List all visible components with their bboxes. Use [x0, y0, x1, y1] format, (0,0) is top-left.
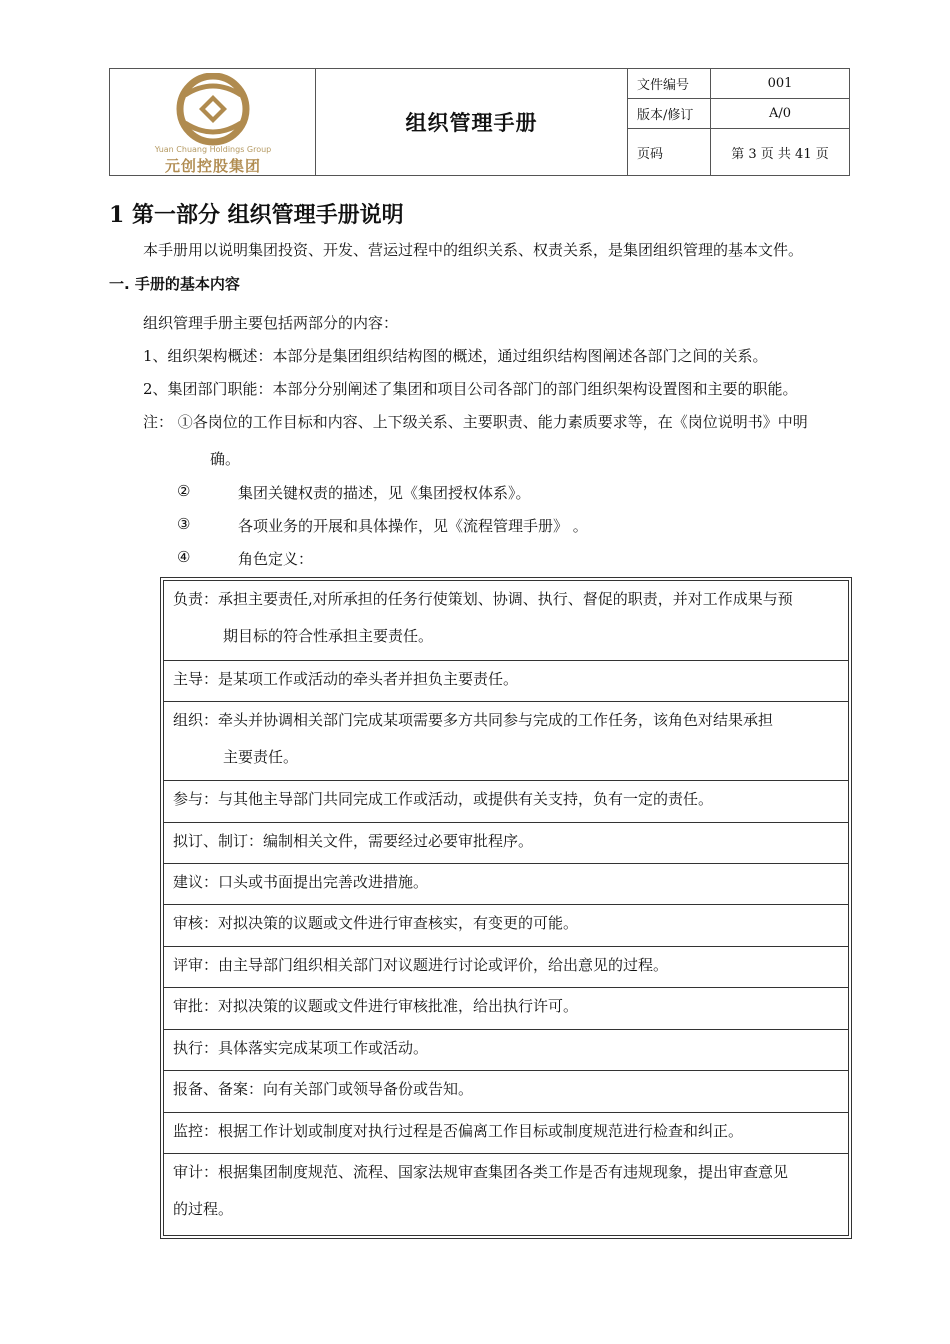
document-meta	[628, 69, 849, 175]
role-line: 执行：具体落实完成某项工作或活动。	[173, 1039, 429, 1057]
role-line: 组织：牵头并协调相关部门完成某项需要多方共同参与完成的工作任务，该角色对结果承担	[173, 711, 774, 729]
role-line: 评审：由主导部门组织相关部门对议题进行讨论或评价，给出意见的过程。	[173, 956, 669, 974]
note-marker: ②	[177, 482, 191, 500]
logo-cell	[110, 69, 316, 175]
note-text: 各项业务的开展和具体操作，见《流程管理手册》 。	[238, 517, 588, 535]
role-row	[164, 781, 848, 823]
role-definitions-table	[160, 577, 852, 1239]
note-text: 角色定义：	[238, 550, 314, 568]
role-line-continued: 的过程。	[173, 1200, 234, 1218]
meta-key: 版本/修订	[628, 99, 711, 128]
subheading: 一. 手册的基本内容	[109, 275, 240, 293]
note-text: 集团关键权责的描述，见《集团授权体系》。	[238, 484, 531, 502]
meta-value: A/0	[768, 106, 792, 121]
meta-key: 文件编号	[628, 69, 711, 98]
role-line-continued: 期目标的符合性承担主要责任。	[223, 627, 434, 645]
logo-english-text: Yuan Chuang Holdings Group	[154, 145, 272, 154]
section-heading: 1 第一部分 组织管理手册说明	[109, 202, 404, 228]
role-line-continued: 主要责任。	[223, 748, 299, 766]
role-row	[164, 1071, 848, 1113]
role-line: 审核：对拟决策的议题或文件进行审查核实，有变更的可能。	[173, 914, 579, 932]
document-header	[109, 68, 850, 176]
role-definitions-inner	[163, 580, 849, 1236]
company-logo-icon	[155, 73, 271, 147]
note-line: 确。	[210, 450, 241, 468]
role-row	[164, 823, 848, 864]
role-row	[164, 1113, 848, 1154]
role-line: 参与：与其他主导部门共同完成工作或活动，或提供有关支持，负有一定的责任。	[173, 790, 714, 808]
role-row	[164, 905, 848, 947]
intro-paragraph: 本手册用以说明集团投资、开发、营运过程中的组织关系、权责关系，是集团组织管理的基本文件。	[143, 241, 804, 259]
paragraph: 组织管理手册主要包括两部分的内容：	[143, 314, 399, 332]
role-line: 拟订、制订：编制相关文件，需要经过必要审批程序。	[173, 832, 534, 850]
list-item: 2、集团部门职能：本部分分别阐述了集团和项目公司各部门的部门组织架构设置图和主要的职能。	[143, 380, 798, 398]
meta-value: 第 3 页 共 41 页	[731, 146, 829, 162]
role-row	[164, 988, 848, 1030]
meta-value: 001	[767, 76, 793, 91]
note-line: 注： ①各岗位的工作目标和内容、上下级关系、主要职责、能力素质要求等，在《岗位说明书》中明	[143, 413, 808, 431]
role-row	[164, 581, 848, 661]
role-row	[164, 661, 848, 702]
role-line: 监控：根据工作计划或制度对执行过程是否偏离工作目标或制度规范进行检查和纠正。	[173, 1122, 744, 1140]
role-row	[164, 702, 848, 781]
list-item: 1、组织架构概述：本部分是集团组织结构图的概述，通过组织结构图阐述各部门之间的关系。	[143, 347, 768, 365]
note-marker: ③	[177, 515, 191, 533]
note-marker: ④	[177, 548, 191, 566]
role-line: 审计：根据集团制度规范、流程、国家法规审查集团各类工作是否有违规现象，提出审查意见	[173, 1163, 789, 1181]
meta-row-version	[628, 99, 849, 129]
logo-chinese-text: 元创控股集团	[164, 157, 261, 175]
role-row	[164, 864, 848, 905]
role-line: 主导：是某项工作或活动的牵头者并担负主要责任。	[173, 670, 519, 688]
role-line: 负责：承担主要责任,对所承担的任务行使策划、协调、执行、督促的职责，并对工作成果与预	[173, 590, 793, 608]
role-row	[164, 947, 848, 988]
meta-row-page	[628, 129, 849, 175]
role-row	[164, 1154, 848, 1237]
role-row	[164, 1030, 848, 1071]
role-line: 审批：对拟决策的议题或文件进行审核批准，给出执行许可。	[173, 997, 579, 1015]
meta-row-doc-number	[628, 69, 849, 99]
document-title: 组织管理手册	[316, 69, 628, 175]
meta-key: 页码	[628, 129, 711, 175]
role-line: 报备、备案：向有关部门或领导备份或告知。	[173, 1080, 474, 1098]
role-line: 建议：口头或书面提出完善改进措施。	[173, 873, 429, 891]
